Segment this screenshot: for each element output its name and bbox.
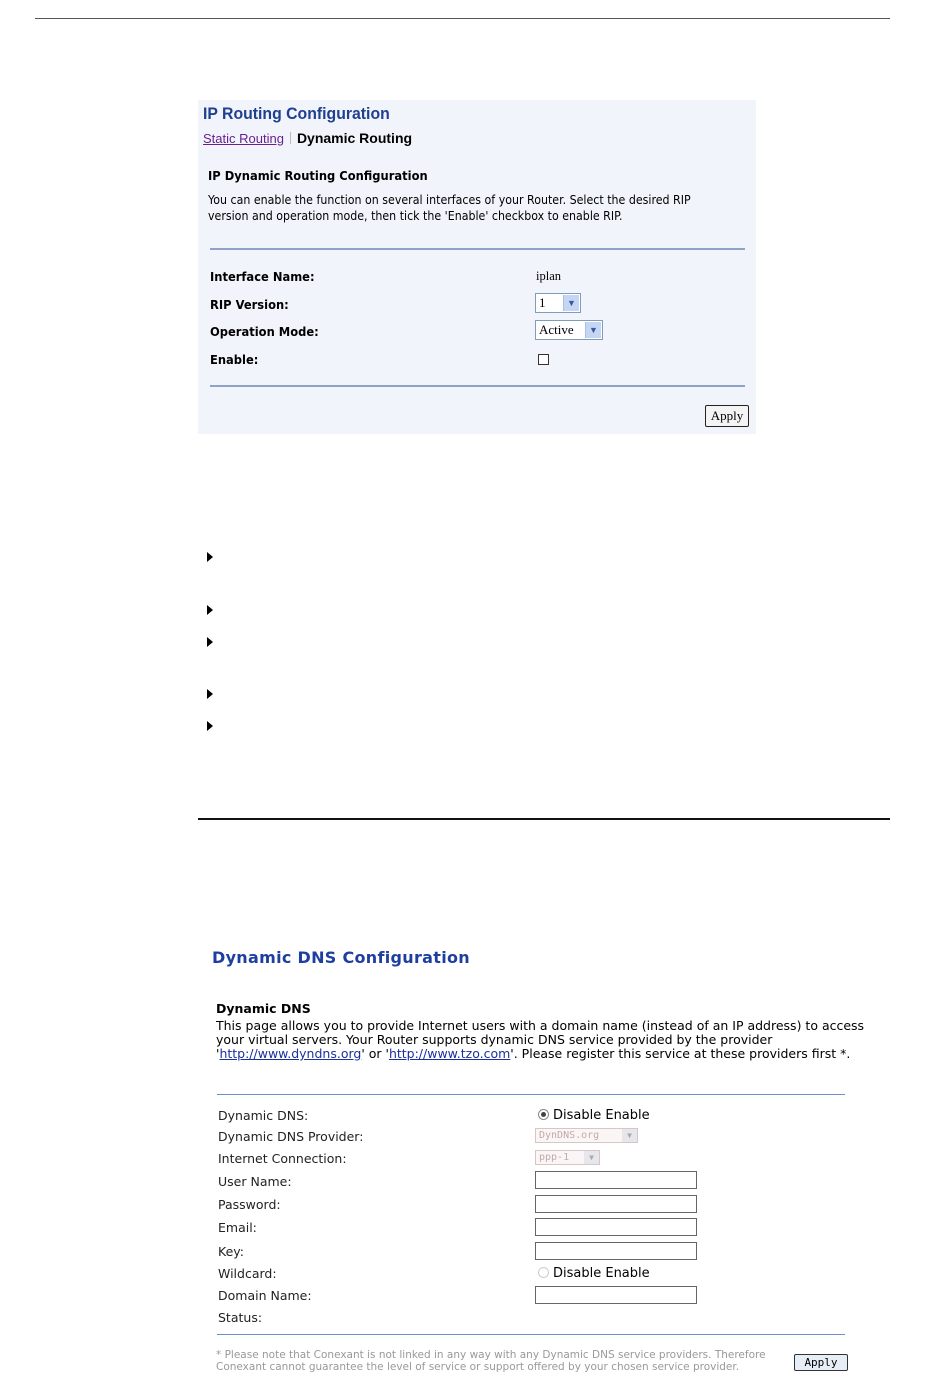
dynamic-dns-radio-group[interactable] <box>538 1108 650 1123</box>
bullet-arrow-icon <box>207 689 213 699</box>
connection-value: ppp-1 <box>539 1152 570 1163</box>
status-label: Status: <box>218 1310 263 1325</box>
provider-value: DynDNS.org <box>539 1130 600 1141</box>
tab-static-routing[interactable]: Static Routing <box>203 131 284 146</box>
ddns-title: Dynamic DNS Configuration <box>212 948 470 967</box>
chevron-down-icon[interactable]: ▼ <box>584 1151 599 1164</box>
chevron-down-icon[interactable]: ▼ <box>563 295 579 311</box>
ddns-apply-button[interactable]: Apply <box>794 1354 848 1371</box>
interface-name-label: Interface Name: <box>210 269 315 284</box>
page-title: IP Routing Configuration <box>203 104 390 123</box>
operation-mode-select[interactable] <box>535 320 603 340</box>
apply-button[interactable]: Apply <box>705 405 749 427</box>
routing-tabs <box>203 130 412 146</box>
section-rule <box>198 818 890 820</box>
bullet-arrow-icon <box>207 721 213 731</box>
tab-separator <box>290 132 291 144</box>
ddns-desc-text: ' or ' <box>361 1046 389 1061</box>
bullet-arrow-icon <box>207 552 213 562</box>
wildcard-label: Wildcard: <box>218 1266 277 1281</box>
user-name-label: User Name: <box>218 1174 292 1189</box>
interface-name-value: iplan <box>536 269 561 283</box>
ddns-description <box>216 1019 866 1061</box>
tab-dynamic-routing[interactable]: Dynamic Routing <box>296 130 413 146</box>
radio-icon[interactable] <box>538 1109 549 1120</box>
password-input[interactable] <box>535 1195 697 1213</box>
section-description: You can enable the function on several interfaces of your Router. Select the desired RIP version and operation mode, then tick the 'Enable' checkbox to enable RIP. <box>208 193 691 223</box>
bullet-arrow-icon <box>207 605 213 615</box>
ddns-desc-text: '. Please register this service at these providers first *. <box>510 1046 851 1061</box>
email-label: Email: <box>218 1220 257 1235</box>
operation-mode-label: Operation Mode: <box>210 324 319 339</box>
domain-name-label: Domain Name: <box>218 1288 312 1303</box>
wildcard-radio-group[interactable] <box>538 1266 650 1281</box>
disclaimer-note: * Please note that Conexant is not linked in any way with any Dynamic DNS service providers. Therefore Conexant cannot guarantee the level of service or support offered by your chosen service provider. <box>216 1349 766 1373</box>
domain-name-input[interactable] <box>535 1286 697 1304</box>
password-label: Password: <box>218 1197 281 1212</box>
ddns-desc-text: This page allows you to provide Internet users with a domain name (instead of an IP address) to access your virtual servers. Your Router supports dynamic DNS service provided by the provider ' <box>216 1018 865 1061</box>
key-input[interactable] <box>535 1242 697 1260</box>
operation-mode-value: Active <box>539 322 574 337</box>
chevron-down-icon[interactable]: ▼ <box>622 1129 637 1142</box>
page-top-rule <box>35 18 890 19</box>
provider-label: Dynamic DNS Provider: <box>218 1129 364 1144</box>
bullet-arrow-icon <box>207 637 213 647</box>
divider <box>210 385 745 387</box>
chevron-down-icon[interactable]: ▼ <box>585 322 601 338</box>
internet-connection-select[interactable] <box>535 1150 600 1165</box>
section-heading: IP Dynamic Routing Configuration <box>208 168 428 183</box>
provider-select[interactable] <box>535 1128 638 1143</box>
key-label: Key: <box>218 1244 244 1259</box>
dynamic-dns-options: Disable Enable <box>553 1108 650 1123</box>
divider <box>210 248 745 250</box>
rip-version-label: RIP Version: <box>210 297 289 312</box>
radio-icon[interactable] <box>538 1267 549 1278</box>
dyndns-link[interactable]: http://www.dyndns.org <box>219 1046 362 1061</box>
tzo-link[interactable]: http://www.tzo.com <box>388 1046 511 1061</box>
email-input[interactable] <box>535 1218 697 1236</box>
enable-label: Enable: <box>210 352 259 367</box>
enable-checkbox[interactable] <box>538 354 549 365</box>
wildcard-options: Disable Enable <box>553 1266 650 1281</box>
dynamic-dns-label: Dynamic DNS: <box>218 1108 309 1123</box>
internet-connection-label: Internet Connection: <box>218 1151 347 1166</box>
ip-routing-panel <box>198 100 756 434</box>
user-name-input[interactable] <box>535 1171 697 1189</box>
divider <box>217 1094 845 1095</box>
rip-version-value: 1 <box>539 295 546 310</box>
ddns-section-heading: Dynamic DNS <box>216 1001 311 1016</box>
divider <box>217 1334 845 1335</box>
rip-version-select[interactable] <box>535 293 581 313</box>
